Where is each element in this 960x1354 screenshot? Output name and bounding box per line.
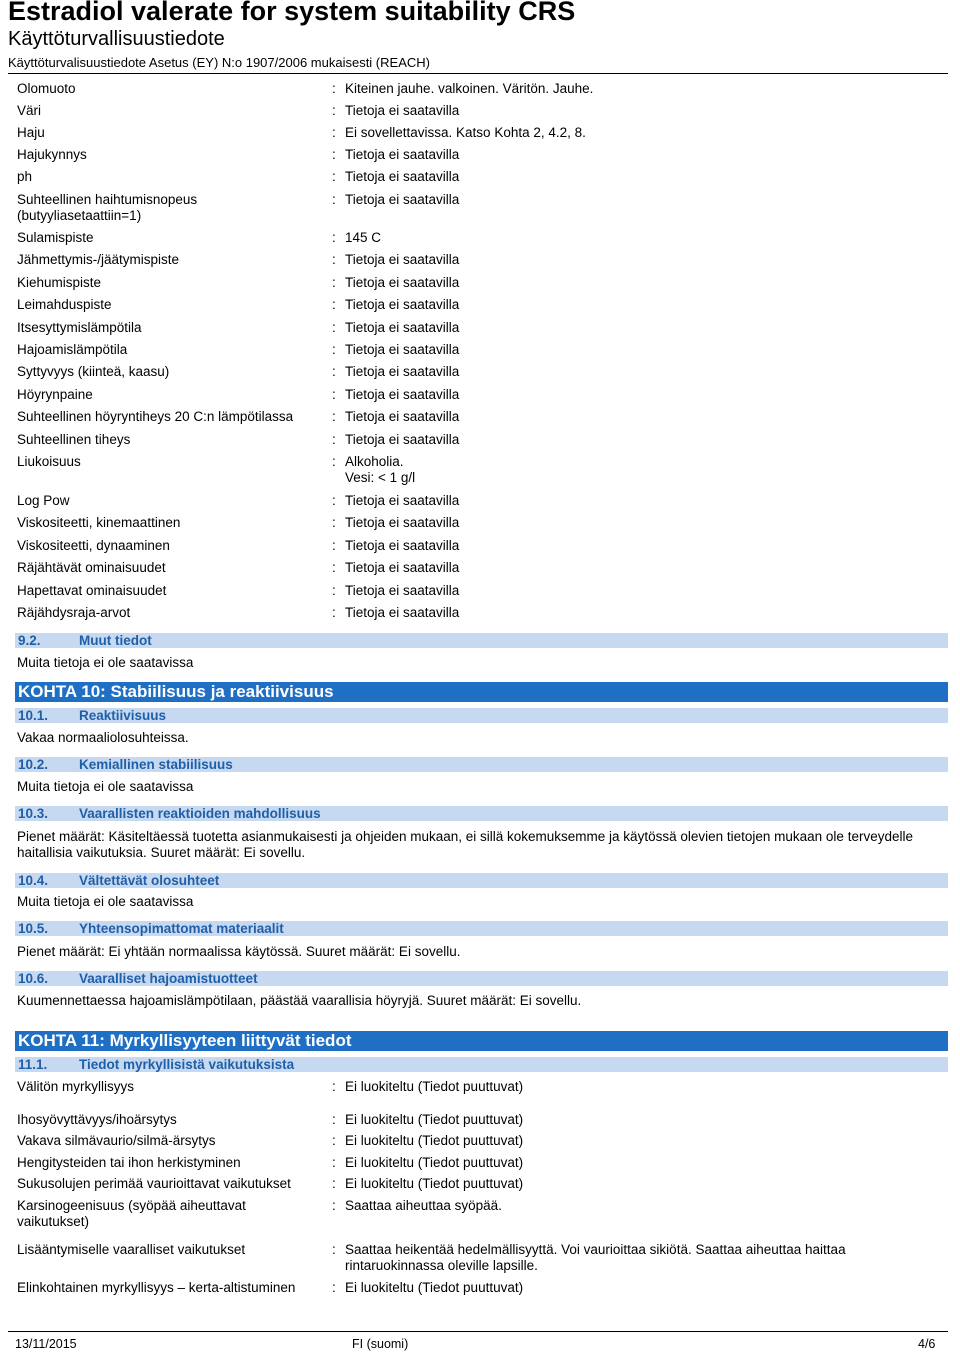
property-value: Alkoholia. Vesi: < 1 g/l	[345, 454, 416, 485]
subsection-9-2-heading: 9.2. Muut tiedot	[15, 633, 948, 648]
property-label: Viskositeetti, kinemaattinen	[17, 515, 181, 530]
toxicology-label: Ihosyövyttävyys/ihoärsytys	[17, 1112, 177, 1127]
property-label: Itsesyttymislämpötila	[17, 320, 142, 335]
subsection-10-4-heading: 10.4. Vältettävät olosuhteet	[15, 873, 948, 888]
property-value: Tietoja ei saatavilla	[345, 147, 460, 162]
toxicology-label: Lisääntymiselle vaaralliset vaikutukset	[17, 1242, 246, 1257]
property-value: Tietoja ei saatavilla	[345, 560, 460, 575]
property-label: Liukoisuus	[17, 454, 81, 469]
subsection-9-2-text: Muita tietoja ei ole saatavissa	[17, 655, 194, 670]
toxicology-label: Vakava silmävaurio/silmä-ärsytys	[17, 1133, 216, 1148]
toxicology-label: Karsinogeenisuus (syöpää aiheuttavat vaikutukset)	[17, 1198, 246, 1229]
toxicology-value: Ei luokiteltu (Tiedot puuttuvat)	[345, 1280, 524, 1295]
property-label: Sulamispiste	[17, 230, 94, 245]
toxicology-label: Elinkohtainen myrkyllisyys – kerta-altistuminen	[17, 1280, 296, 1295]
property-value: Ei sovellettavissa. Katso Kohta 2, 4.2, 8.	[345, 125, 586, 140]
subsection-10-3-heading: 10.3. Vaarallisten reaktioiden mahdollisuus	[15, 806, 948, 821]
toxicology-label: Sukusolujen perimää vaurioittavat vaikutukset	[17, 1176, 291, 1191]
footer-language: FI (suomi)	[352, 1337, 409, 1351]
property-value: Tietoja ei saatavilla	[345, 605, 460, 620]
property-value: Tietoja ei saatavilla	[345, 583, 460, 598]
section-11-heading: KOHTA 11: Myrkyllisyyteen liittyvät tiedot	[15, 1031, 948, 1051]
header-divider	[8, 73, 948, 74]
toxicology-value: Ei luokiteltu (Tiedot puuttuvat)	[345, 1133, 524, 1148]
toxicology-label: Hengitysteiden tai ihon herkistyminen	[17, 1155, 241, 1170]
property-value: Tietoja ei saatavilla	[345, 493, 460, 508]
property-value: Tietoja ei saatavilla	[345, 409, 460, 424]
toxicology-value: Saattaa heikentää hedelmällisyyttä. Voi vaurioittaa sikiötä. Saattaa aiheuttaa haittaa rintaruokinnassa oleville lapsille.	[345, 1242, 846, 1273]
subsection-10-5-text: Pienet määrät: Ei yhtään normaalissa käytössä. Suuret määrät: Ei sovellu.	[17, 944, 461, 959]
property-value: Tietoja ei saatavilla	[345, 103, 460, 118]
toxicology-value: Ei luokiteltu (Tiedot puuttuvat)	[345, 1155, 524, 1170]
property-value: Tietoja ei saatavilla	[345, 192, 460, 207]
property-value: Tietoja ei saatavilla	[345, 252, 460, 267]
toxicology-value: Ei luokiteltu (Tiedot puuttuvat)	[345, 1176, 524, 1191]
property-label: Räjähtävät ominaisuudet	[17, 560, 166, 575]
subsection-10-1-heading: 10.1. Reaktiivisuus	[15, 708, 948, 723]
property-label: Suhteellinen höyryntiheys 20 C:n lämpötilassa	[17, 409, 294, 424]
property-value: Kiteinen jauhe. valkoinen. Väritön. Jauhe.	[345, 81, 594, 96]
toxicology-value: Saattaa aiheuttaa syöpää.	[345, 1198, 502, 1213]
property-label: ph	[17, 169, 33, 184]
toxicology-label: Välitön myrkyllisyys	[17, 1079, 135, 1094]
property-value: Tietoja ei saatavilla	[345, 297, 460, 312]
property-label: Hajoamislämpötila	[17, 342, 128, 357]
property-label: Hapettavat ominaisuudet	[17, 583, 167, 598]
property-value: Tietoja ei saatavilla	[345, 432, 460, 447]
property-label: Suhteellinen haihtumisnopeus (butyyliasetaattiin=1)	[17, 192, 198, 223]
subsection-11-1-heading: 11.1. Tiedot myrkyllisistä vaikutuksista	[15, 1057, 948, 1072]
property-value: Tietoja ei saatavilla	[345, 342, 460, 357]
property-label: Jähmettymis-/jäätymispiste	[17, 252, 180, 267]
property-label: Haju	[17, 125, 45, 140]
property-label: Viskositeetti, dynaaminen	[17, 538, 170, 553]
property-value: Tietoja ei saatavilla	[345, 364, 460, 379]
property-value: 145 C	[345, 230, 382, 245]
subsection-10-2-text: Muita tietoja ei ole saatavissa	[17, 779, 194, 794]
section-10-heading: KOHTA 10: Stabiilisuus ja reaktiivisuus	[15, 682, 948, 702]
footer-date: 13/11/2015	[15, 1337, 77, 1351]
property-value: Tietoja ei saatavilla	[345, 515, 460, 530]
toxicology-value: Ei luokiteltu (Tiedot puuttuvat)	[345, 1112, 524, 1127]
footer-page-number: 4/6	[918, 1337, 936, 1351]
property-value: Tietoja ei saatavilla	[345, 320, 460, 335]
footer-divider	[8, 1331, 948, 1332]
property-value: Tietoja ei saatavilla	[345, 169, 460, 184]
subsection-10-6-heading: 10.6. Vaaralliset hajoamistuotteet	[15, 971, 948, 986]
property-value: Tietoja ei saatavilla	[345, 538, 460, 553]
regulation-line: Käyttöturvalisuustiedote Asetus (EY) N:o 1907/2006 mukaisesti (REACH)	[8, 55, 430, 70]
property-label: Hajukynnys	[17, 147, 87, 162]
property-label: Räjähdysraja-arvot	[17, 605, 131, 620]
property-label: Kiehumispiste	[17, 275, 102, 290]
property-label: Väri	[17, 103, 42, 118]
subsection-10-1-text: Vakaa normaaliolosuhteissa.	[17, 730, 189, 745]
document-subtitle: Käyttöturvallisuustiedote	[8, 28, 225, 50]
property-label: Suhteellinen tiheys	[17, 432, 131, 447]
subsection-10-2-heading: 10.2. Kemiallinen stabiilisuus	[15, 757, 948, 772]
property-label: Leimahduspiste	[17, 297, 112, 312]
subsection-10-3-text: Pienet määrät: Käsiteltäessä tuotetta asianmukaisesti ja ohjeiden mukaan, ei sillä kokemuksemme ja käytössä olevien tietojen mukaan ole terveydelle haitallisia vaikutuksia. Suuret määrät: Ei sovellu.	[17, 829, 913, 860]
subsection-10-5-heading: 10.5. Yhteensopimattomat materiaalit	[15, 921, 948, 936]
toxicology-value: Ei luokiteltu (Tiedot puuttuvat)	[345, 1079, 524, 1094]
property-label: Log Pow	[17, 493, 70, 508]
property-label: Olomuoto	[17, 81, 76, 96]
property-value: Tietoja ei saatavilla	[345, 387, 460, 402]
product-title: Estradiol valerate for system suitability CRS	[8, 0, 576, 26]
property-label: Höyrynpaine	[17, 387, 93, 402]
subsection-10-6-text: Kuumennettaessa hajoamislämpötilaan, päästää vaarallisia höyryjä. Suuret määrät: Ei sovellu.	[17, 993, 582, 1008]
property-value: Tietoja ei saatavilla	[345, 275, 460, 290]
property-label: Syttyvyys (kiinteä, kaasu)	[17, 364, 170, 379]
subsection-10-4-text: Muita tietoja ei ole saatavissa	[17, 894, 194, 909]
